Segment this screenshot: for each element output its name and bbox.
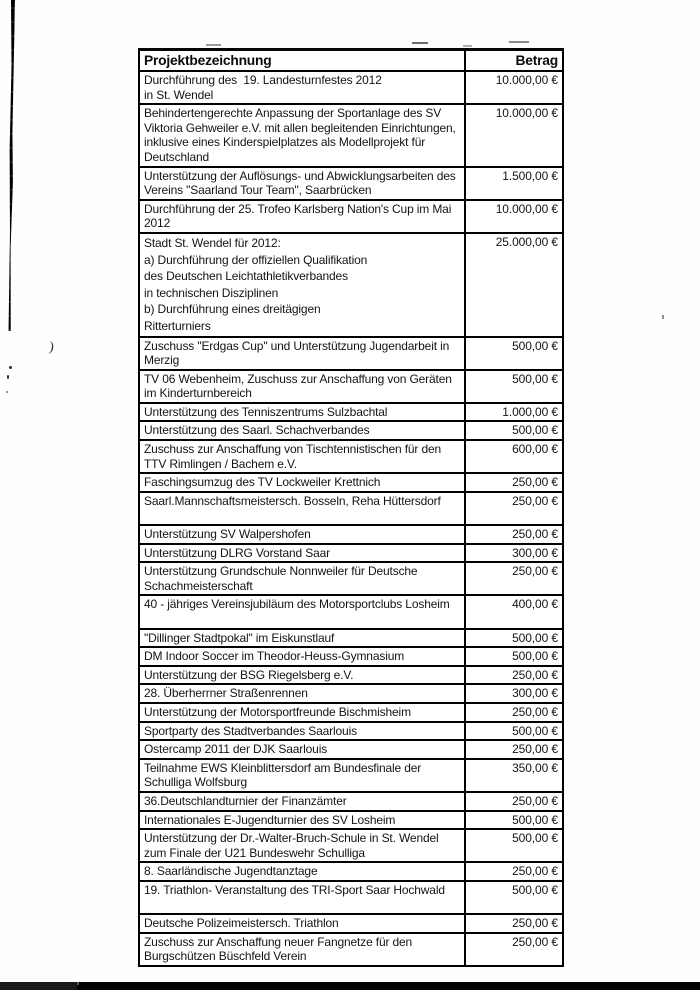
- table-row: [140, 915, 562, 934]
- project-line: 19. Triathlon- Veranstaltung des TRI-Sport Saar Hochwald: [144, 882, 445, 897]
- amount-value: 500,00 €: [512, 723, 558, 738]
- project-cell: [140, 441, 466, 472]
- project-line: TTV Rimlingen / Bachem e.V.: [144, 456, 297, 471]
- amount-value: 10.000,00 €: [495, 201, 558, 216]
- project-line: a) Durchführung der offiziellen Qualifikation: [144, 252, 368, 267]
- table-row: [140, 812, 562, 831]
- scan-speck: [9, 366, 12, 369]
- project-cell: [140, 830, 466, 861]
- table-row: [140, 596, 562, 629]
- amount-cell: [466, 72, 562, 103]
- project-line: Durchführung der 25. Trofeo Karlsberg Nation's Cup im Mai: [144, 201, 452, 216]
- scan-noise-dash: [509, 41, 529, 43]
- project-cell: [140, 201, 466, 232]
- amount-value: 250,00 €: [512, 527, 558, 542]
- project-line: Merzig: [144, 353, 180, 368]
- table-row: [140, 105, 562, 167]
- amount-value: 25.000,00 €: [495, 234, 558, 249]
- project-cell: [140, 793, 466, 810]
- table-row: [140, 234, 562, 338]
- amount-cell: [466, 563, 562, 594]
- scan-noise-dash: [412, 42, 428, 44]
- stray-mark: ): [48, 339, 55, 356]
- amount-cell: [466, 338, 562, 369]
- amount-cell: [466, 667, 562, 684]
- amount-cell: [466, 793, 562, 810]
- table-row: [140, 404, 562, 423]
- scan-bar-notch: [77, 982, 79, 985]
- project-cell: [140, 741, 466, 758]
- amount-cell: [466, 760, 562, 791]
- project-cell: [140, 422, 466, 439]
- project-line: Behindertengerechte Anpassung der Sportanlage des SV: [144, 106, 442, 121]
- project-line: Zuschuss zur Anschaffung von Tischtennistischen für den: [144, 442, 442, 457]
- project-line: in technischen Disziplinen: [144, 285, 279, 300]
- amount-value: 250,00 €: [512, 934, 558, 949]
- amount-value: 300,00 €: [512, 686, 558, 701]
- table-row: [140, 338, 562, 371]
- column-header-project: Projektbezeichnung: [140, 51, 466, 70]
- project-cell: [140, 882, 466, 913]
- table-row: [140, 493, 562, 526]
- project-line: Deutsche Polizeimeistersch. Triathlon: [144, 916, 339, 931]
- project-cell: [140, 338, 466, 369]
- project-cell: [140, 72, 466, 103]
- project-line: Unterstützung SV Walpershofen: [144, 527, 311, 542]
- table-row: [140, 741, 562, 760]
- amount-value: 250,00 €: [512, 916, 558, 931]
- project-line: des Deutschen Leichtathletikverbandes: [144, 269, 348, 284]
- project-line: Unterstützung der Motorsportfreunde Bischmisheim: [144, 704, 411, 719]
- project-line: b) Durchführung eines dreitägigen: [144, 302, 321, 317]
- project-line: Vereins "Saarland Tour Team", Saarbrücken: [144, 183, 372, 198]
- table-row: [140, 201, 562, 234]
- amount-value: 600,00 €: [512, 442, 558, 457]
- project-cell: [140, 915, 466, 932]
- table-row: [140, 685, 562, 704]
- project-line: DM Indoor Soccer im Theodor-Heuss-Gymnasium: [144, 649, 405, 664]
- amount-cell: [466, 648, 562, 665]
- funding-table-body: [140, 72, 562, 965]
- scan-speck: [6, 391, 8, 393]
- project-line: Durchführung des 19. Landesturnfestes 2012: [144, 73, 382, 87]
- amount-cell: [466, 723, 562, 740]
- amount-cell: [466, 685, 562, 702]
- project-cell: [140, 234, 466, 336]
- project-cell: [140, 704, 466, 721]
- project-cell: [140, 863, 466, 880]
- table-row: [140, 526, 562, 545]
- table-row: [140, 793, 562, 812]
- project-line: Unterstützung Grundschule Nonnweiler für Deutsche: [144, 564, 418, 579]
- project-line: Zuschuss zur Anschaffung neuer Fangnetze für den: [144, 934, 413, 949]
- project-cell: [140, 493, 466, 524]
- amount-cell: [466, 830, 562, 861]
- column-header-amount: Betrag: [515, 53, 558, 68]
- table-row: [140, 441, 562, 474]
- project-line: "Dillinger Stadtpokal" im Eiskunstlauf: [144, 630, 335, 645]
- amount-cell: [466, 105, 562, 165]
- amount-value: 300,00 €: [512, 545, 558, 560]
- amount-cell: [466, 704, 562, 721]
- amount-cell: [466, 812, 562, 829]
- project-line: 28. Überherrner Straßenrennen: [144, 686, 308, 701]
- project-cell: [140, 545, 466, 562]
- project-cell: [140, 105, 466, 165]
- amount-cell: [466, 596, 562, 627]
- project-line: Burgschützen Büschfeld Verein: [144, 949, 307, 964]
- project-cell: [140, 168, 466, 199]
- project-cell: [140, 404, 466, 421]
- project-cell: [140, 630, 466, 647]
- amount-cell: [466, 422, 562, 439]
- project-line: im Kinderturnbereich: [144, 386, 252, 401]
- table-row: [140, 168, 562, 201]
- amount-cell: [466, 201, 562, 232]
- amount-value: 500,00 €: [512, 882, 558, 897]
- amount-cell: [466, 741, 562, 758]
- project-cell: [140, 474, 466, 491]
- project-line: 2012: [144, 216, 171, 231]
- project-line: Teilnahme EWS Kleinblittersdorf am Bundesfinale der: [144, 760, 422, 775]
- amount-value: 250,00 €: [512, 742, 558, 757]
- amount-cell: [466, 493, 562, 524]
- project-cell: [140, 563, 466, 594]
- table-row: [140, 648, 562, 667]
- amount-cell: [466, 404, 562, 421]
- amount-value: 500,00 €: [512, 630, 558, 645]
- table-row: [140, 882, 562, 915]
- amount-value: 500,00 €: [512, 371, 558, 386]
- table-row: [140, 723, 562, 742]
- project-line: zum Finale der U21 Bundeswehr Schulliga: [144, 845, 365, 860]
- amount-value: 10.000,00 €: [495, 73, 558, 87]
- project-cell: [140, 685, 466, 702]
- project-line: Unterstützung der BSG Riegelsberg e.V.: [144, 667, 354, 682]
- project-cell: [140, 596, 466, 627]
- amount-cell: [466, 168, 562, 199]
- project-cell: [140, 812, 466, 829]
- project-line: Zuschuss "Erdgas Cup" und Unterstützung Jugendarbeit in: [144, 338, 450, 353]
- amount-cell: [466, 474, 562, 491]
- amount-value: 250,00 €: [512, 793, 558, 808]
- table-row: [140, 630, 562, 649]
- amount-value: 250,00 €: [512, 864, 558, 879]
- amount-cell: [466, 441, 562, 472]
- amount-value: 500,00 €: [512, 831, 558, 846]
- project-cell: [140, 723, 466, 740]
- amount-cell: [466, 545, 562, 562]
- table-row: [140, 422, 562, 441]
- table-row: [140, 704, 562, 723]
- project-cell: [140, 526, 466, 543]
- project-line: Ritterturniers: [144, 318, 211, 333]
- amount-value: 500,00 €: [512, 423, 558, 438]
- table-row: [140, 72, 562, 105]
- amount-cell: [466, 630, 562, 647]
- scan-speck: [662, 315, 664, 319]
- project-line: Schulliga Wolfsburg: [144, 775, 247, 790]
- project-line: Sportparty des Stadtverbandes Saarlouis: [144, 723, 357, 738]
- table-row: [140, 830, 562, 863]
- table-row: [140, 863, 562, 882]
- table-row: [140, 371, 562, 404]
- amount-value: 250,00 €: [512, 704, 558, 719]
- table-row: [140, 667, 562, 686]
- amount-value: 500,00 €: [512, 649, 558, 664]
- amount-cell: [466, 371, 562, 402]
- amount-value: 500,00 €: [512, 338, 558, 353]
- amount-value: 250,00 €: [512, 564, 558, 579]
- amount-value: 500,00 €: [512, 812, 558, 827]
- amount-value: 1.000,00 €: [502, 404, 558, 419]
- amount-value: 250,00 €: [512, 493, 558, 508]
- project-line: 36.Deutschlandturnier der Finanzämter: [144, 793, 347, 808]
- project-line: 8. Saarländische Jugendtanztage: [144, 864, 318, 879]
- scan-noise-dash: [206, 44, 221, 46]
- table-row: [140, 474, 562, 493]
- project-line: Deutschland: [144, 149, 210, 164]
- project-line: Unterstützung der Auflösungs- und Abwicklungsarbeiten des: [144, 168, 456, 183]
- project-line: 40 - jähriges Vereinsjubiläum des Motorsportclubs Losheim: [144, 597, 450, 612]
- amount-cell: [466, 526, 562, 543]
- project-line: Saarl.Mannschaftsmeistersch. Bosseln, Reha Hüttersdorf: [144, 493, 441, 508]
- project-cell: [140, 934, 466, 965]
- bottom-scan-bar: [0, 982, 700, 990]
- amount-cell: [466, 863, 562, 880]
- table-header-row: [140, 51, 562, 72]
- project-line: [144, 898, 462, 913]
- scan-speck: [7, 375, 9, 379]
- table-row: [140, 545, 562, 564]
- project-line: [144, 508, 462, 523]
- funding-table: [138, 48, 564, 967]
- table-row: [140, 760, 562, 793]
- amount-cell: [466, 915, 562, 932]
- project-cell: [140, 371, 466, 402]
- project-line: Unterstützung DLRG Vorstand Saar: [144, 545, 330, 560]
- project-cell: [140, 667, 466, 684]
- amount-cell: [466, 882, 562, 913]
- amount-value: 400,00 €: [512, 597, 558, 612]
- project-line: TV 06 Webenheim, Zuschuss zur Anschaffung von Geräten: [144, 371, 452, 386]
- amount-value: 250,00 €: [512, 667, 558, 682]
- amount-value: 250,00 €: [512, 475, 558, 490]
- project-line: Unterstützung des Saarl. Schachverbandes: [144, 423, 370, 438]
- project-line: Ostercamp 2011 der DJK Saarlouis: [144, 742, 328, 757]
- project-line: [144, 612, 462, 627]
- project-line: Unterstützung der Dr.-Walter-Bruch-Schule in St. Wendel: [144, 831, 439, 846]
- scan-edge-artifact: [8, 0, 15, 331]
- amount-cell: [466, 234, 562, 336]
- amount-value: 350,00 €: [512, 760, 558, 775]
- project-line: Internationales E-Jugendturnier des SV Losheim: [144, 812, 396, 827]
- project-line: Stadt St. Wendel für 2012:: [144, 235, 281, 250]
- project-line: Schachmeisterschaft: [144, 578, 253, 593]
- project-line: Viktoria Gehweiler e.V. mit allen begleitenden Einrichtungen,: [144, 120, 456, 135]
- project-cell: [140, 760, 466, 791]
- project-line: in St. Wendel: [144, 87, 214, 102]
- table-row: [140, 563, 562, 596]
- amount-value: 1.500,00 €: [502, 168, 558, 183]
- project-line: Unterstützung des Tenniszentrums Sulzbachtal: [144, 404, 388, 419]
- project-line: Faschingsumzug des TV Lockweiler Krettnich: [144, 475, 381, 490]
- amount-cell: [466, 934, 562, 965]
- table-row: [140, 934, 562, 965]
- scan-noise-dash: [463, 45, 472, 47]
- amount-value: 10.000,00 €: [495, 106, 558, 121]
- project-cell: [140, 648, 466, 665]
- project-line: inklusive eines Kinderspielplatzes als Modellprojekt für: [144, 135, 426, 150]
